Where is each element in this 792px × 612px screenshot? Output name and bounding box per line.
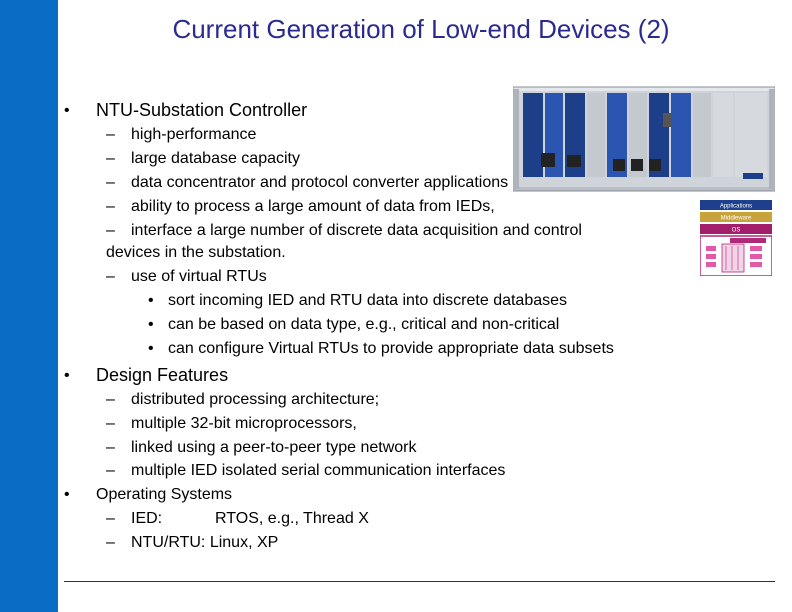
dash-icon: – xyxy=(106,174,115,191)
diagram-layer-label: OS xyxy=(731,227,741,234)
os-item-label: NTU/RTU: Linux, XP xyxy=(131,534,279,551)
dash-icon: – xyxy=(106,126,115,143)
list-item: distributed processing architecture; xyxy=(131,391,380,408)
os-heading: Operating Systems xyxy=(96,486,233,503)
dash-icon: – xyxy=(106,391,115,408)
substation-controller-image xyxy=(513,83,775,193)
list-item: linked using a peer-to-peer type network xyxy=(131,439,417,456)
dash-icon: – xyxy=(106,268,115,285)
dash-icon: – xyxy=(106,198,115,215)
dash-icon: – xyxy=(106,510,115,527)
software-stack-diagram xyxy=(700,200,772,276)
bullet-icon: • xyxy=(148,292,154,309)
sub-list-item: can configure Virtual RTUs to provide appropriate data subsets xyxy=(168,340,614,357)
list-item: interface a large number of discrete data acquisition and control xyxy=(131,222,582,239)
footer-divider xyxy=(64,581,775,582)
list-item: multiple IED isolated serial communication interfaces xyxy=(131,462,506,479)
dash-icon: – xyxy=(106,534,115,551)
diagram-layer-label: Applications xyxy=(719,203,753,210)
sub-list-item: can be based on data type, e.g., critical and non-critical xyxy=(168,316,560,333)
dash-icon: – xyxy=(106,415,115,432)
bullet-icon: • xyxy=(64,486,70,503)
diagram-layer-label: Middleware xyxy=(720,215,752,222)
dash-icon: – xyxy=(106,462,115,479)
bullet-icon: • xyxy=(64,367,70,384)
dash-icon: – xyxy=(106,150,115,167)
list-item: high-performance xyxy=(131,126,257,143)
list-item: data concentrator and protocol converter applications xyxy=(131,174,509,191)
bullet-icon: • xyxy=(64,102,70,119)
list-item: use of virtual RTUs xyxy=(131,268,267,285)
list-item: ability to process a large amount of data from IEDs, xyxy=(131,198,495,215)
list-item: multiple 32-bit microprocessors, xyxy=(131,415,357,432)
list-item-continuation: devices in the substation. xyxy=(106,244,286,261)
ntu-heading: NTU-Substation Controller xyxy=(96,100,308,120)
dash-icon: – xyxy=(106,222,115,239)
dash-icon: – xyxy=(106,439,115,456)
bullet-icon: • xyxy=(148,316,154,333)
os-item-label: IED: xyxy=(131,510,163,527)
list-item: large database capacity xyxy=(131,150,300,167)
os-item-value: RTOS, e.g., Thread X xyxy=(215,510,369,527)
sub-list-item: sort incoming IED and RTU data into discrete databases xyxy=(168,292,568,309)
design-heading: Design Features xyxy=(96,365,229,385)
accent-sidebar xyxy=(0,0,58,612)
slide-title: Current Generation of Low-end Devices (2) xyxy=(172,14,670,44)
bullet-icon: • xyxy=(148,340,154,357)
